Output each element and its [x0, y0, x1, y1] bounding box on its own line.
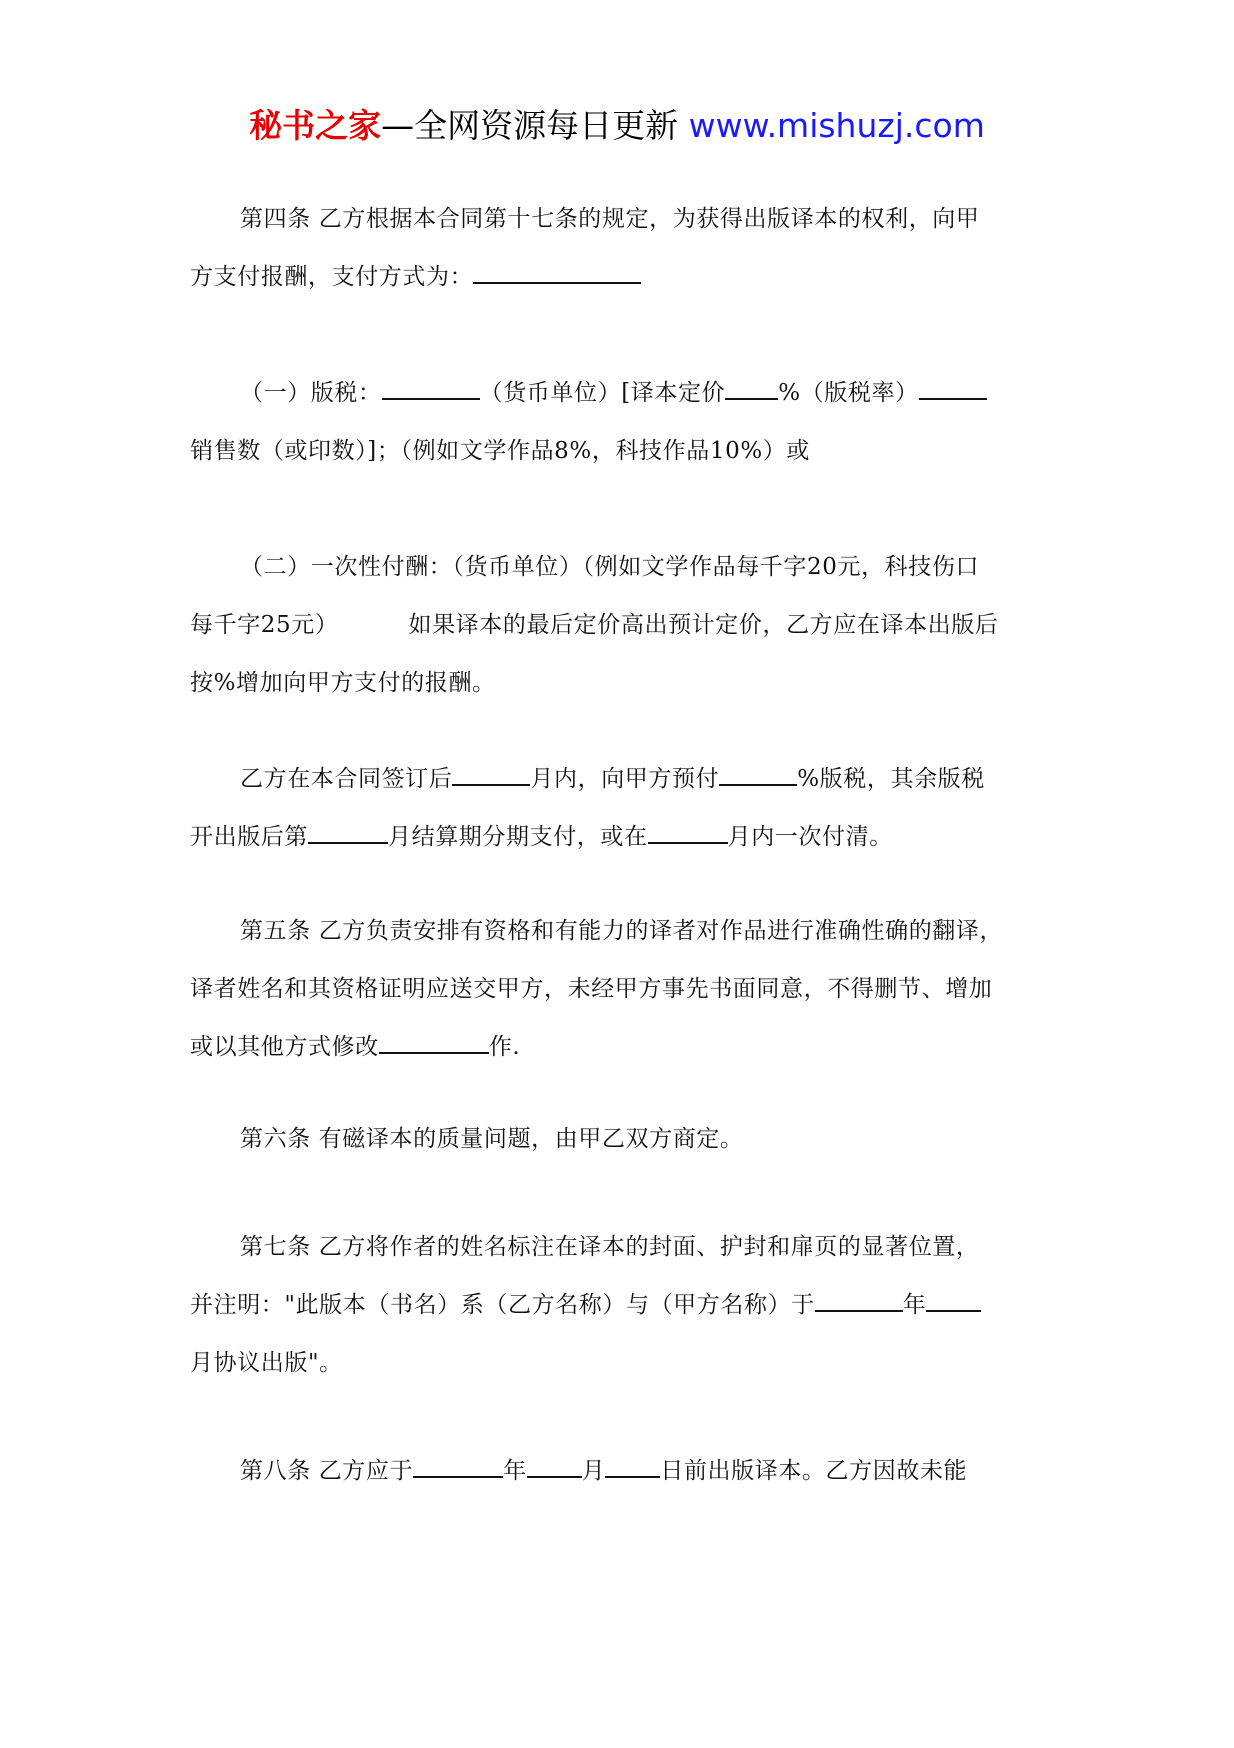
- article-8-text-d: 日前出版译本。乙方因故未能: [660, 1458, 968, 1484]
- article-7-line-2: [190, 1276, 1045, 1334]
- article-7-text-a: 并注明："此版本（书名）系（乙方名称）与（甲方名称）于: [190, 1292, 815, 1318]
- settlement-month-blank[interactable]: [308, 826, 388, 844]
- article-8-text-a: 第八条 乙方应于: [240, 1458, 414, 1484]
- article-7-line-3: 月协议出版"。: [190, 1350, 343, 1376]
- prepayment-text-a: 乙方在本合同签订后: [240, 766, 453, 792]
- royalty-label: （一）版税：: [240, 380, 382, 406]
- prepayment-percent-blank[interactable]: [719, 768, 797, 786]
- site-url[interactable]: www.mishuzj.com: [688, 106, 985, 145]
- article-5-line-3: [190, 1018, 1045, 1076]
- article-5-line-2: 译者姓名和其资格证明应送交甲方，未经甲方事先书面同意，不得删节、增加: [190, 976, 993, 1002]
- agreement-month-blank[interactable]: [926, 1294, 981, 1312]
- article-7-line-1: 第七条 乙方将作者的姓名标注在译本的封面、护封和扉页的显著位置，: [240, 1234, 980, 1260]
- prepayment-text-b: 月内，向甲方预付: [530, 766, 720, 792]
- prepayment-line-1: [190, 750, 1045, 808]
- payment-method-blank[interactable]: [473, 266, 641, 284]
- article-6: [190, 1110, 1045, 1168]
- lump-months-blank[interactable]: [648, 826, 728, 844]
- article-8: [190, 1442, 1045, 1500]
- royalty-rate-text: %（版税率）: [778, 380, 919, 406]
- prepayment-text-c: %版税，其余版税: [797, 766, 985, 792]
- agreement-year-blank[interactable]: [815, 1294, 903, 1312]
- article-7: [190, 1218, 1045, 1392]
- site-tagline: —全网资源每日更新: [381, 106, 689, 145]
- publish-day-blank[interactable]: [605, 1460, 660, 1478]
- lumpsum-clause: [190, 538, 1045, 712]
- article-8-month-label: 月: [581, 1458, 606, 1484]
- lumpsum-example: 每千字25元）: [190, 612, 339, 638]
- prepayment-text-d: 开出版后第: [190, 824, 308, 850]
- prepayment-line-2: [190, 808, 1045, 866]
- royalty-line-1: [190, 364, 1045, 422]
- publish-year-blank[interactable]: [413, 1460, 503, 1478]
- article-5: [190, 902, 1045, 1076]
- prepayment-text-e: 月结算期分期支付，或在: [388, 824, 648, 850]
- article-4-line-2: [190, 248, 1045, 306]
- royalty-currency-text: （货币单位）[译本定价: [479, 380, 726, 406]
- lumpsum-line-3: 按%增加向甲方支付的报酬。: [190, 670, 496, 696]
- article-7-year-label: 年: [902, 1292, 927, 1318]
- prepayment-months-blank[interactable]: [452, 768, 530, 786]
- site-brand: 秘书之家: [249, 106, 382, 145]
- payment-method-label: 方支付报酬，支付方式为：: [190, 264, 474, 290]
- article-5-text-a: 或以其他方式修改: [190, 1034, 379, 1060]
- royalty-line-2: 销售数（或印数）]；（例如文学作品8%，科技作品10%）或: [190, 438, 810, 464]
- prepayment-text-f: 月内一次付清。: [727, 824, 893, 850]
- article-8-year-label: 年: [503, 1458, 527, 1484]
- article-4: [190, 190, 1045, 306]
- article-6-line-1: 第六条 有磁译本的质量问题，由甲乙双方商定。: [240, 1126, 744, 1152]
- lumpsum-price-note: 如果译本的最后定价高出预计定价，乙方应在译本出版后: [408, 612, 999, 638]
- work-name-blank[interactable]: [379, 1036, 489, 1054]
- royalty-rate-blank[interactable]: [919, 382, 987, 400]
- royalty-clause: [190, 364, 1045, 480]
- article-5-line-1: 第五条 乙方负责安排有资格和有能力的译者对作品进行准确性确的翻译，: [240, 918, 1004, 944]
- price-blank[interactable]: [725, 382, 778, 400]
- contract-body: [190, 190, 1045, 1500]
- publish-month-blank[interactable]: [527, 1460, 582, 1478]
- site-header: [0, 104, 1234, 148]
- lumpsum-line-1: （二）一次性付酬：（货币单位）（例如文学作品每千字20元，科技伤口: [240, 554, 980, 580]
- article-8-line-1: [190, 1442, 1045, 1500]
- article-4-line-1: 第四条 乙方根据本合同第十七条的规定，为获得出版译本的权利，向甲: [240, 206, 980, 232]
- lumpsum-line-2: [190, 596, 1045, 654]
- royalty-amount-blank[interactable]: [382, 382, 480, 400]
- article-5-text-b: 作.: [488, 1034, 521, 1060]
- prepayment-clause: [190, 750, 1045, 866]
